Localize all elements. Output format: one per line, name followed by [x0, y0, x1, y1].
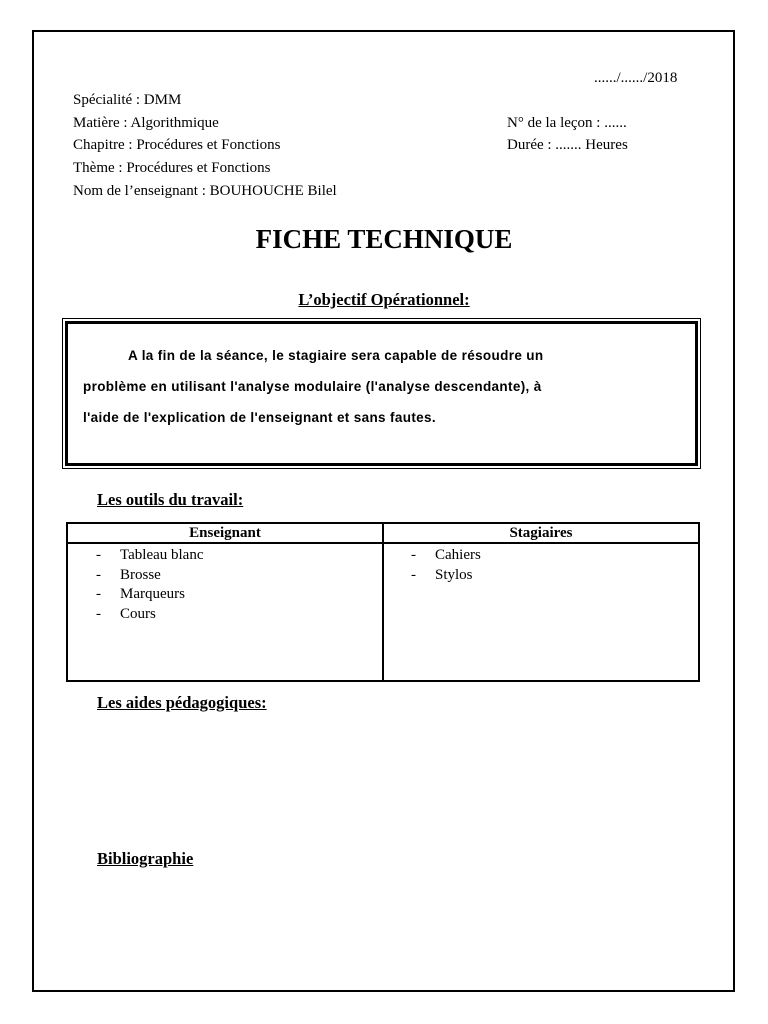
- table-row: [67, 543, 699, 681]
- theme-line: Thème : Procédures et Fonctions: [73, 160, 271, 176]
- list-item-label: Marqueurs: [120, 586, 185, 603]
- duree-line: Durée : ....... Heures: [507, 137, 628, 153]
- aides-heading: Les aides pédagogiques:: [97, 693, 267, 712]
- date-field: ....../....../2018: [594, 70, 678, 86]
- document-title: FICHE TECHNIQUE: [255, 224, 513, 254]
- list-item-label: Cahiers: [435, 547, 481, 563]
- matiere-line: Matière : Algorithmique: [73, 115, 219, 131]
- objectif-text: [83, 340, 683, 433]
- table-header-row: [67, 523, 699, 543]
- column-header-enseignant: Enseignant: [67, 523, 383, 543]
- enseignant-name-line: Nom de l’enseignant : BOUHOUCHE Bilel: [73, 183, 337, 199]
- list-item-label: Cours: [120, 606, 156, 623]
- outils-table: [66, 522, 700, 682]
- bullet-dash: -: [96, 606, 101, 623]
- aides-heading-wrap: [97, 693, 267, 713]
- list-item: [68, 546, 382, 566]
- bullet-dash: -: [96, 566, 101, 583]
- enseignant-cell: [67, 543, 383, 681]
- list-item: [384, 566, 698, 586]
- list-item: [384, 546, 698, 566]
- bullet-dash: -: [96, 586, 101, 603]
- objectif-line: l'aide de l'explication de l'enseignant et sans fautes.: [83, 410, 436, 425]
- objectif-line: problème en utilisant l'analyse modulaire (l'analyse descendante), à: [83, 379, 542, 394]
- bullet-dash: -: [411, 566, 416, 583]
- bullet-dash: -: [96, 547, 101, 563]
- list-item-label: Stylos: [435, 566, 473, 583]
- list-item: [68, 566, 382, 586]
- bibliographie-heading-wrap: [97, 849, 193, 869]
- column-header-stagiaires: Stagiaires: [383, 523, 699, 543]
- bibliographie-heading: Bibliographie: [97, 849, 194, 868]
- stagiaires-cell: [383, 543, 699, 681]
- list-item: [68, 585, 382, 605]
- outils-heading: Les outils du travail:: [97, 490, 244, 509]
- objectif-line: A la fin de la séance, le stagiaire sera capable de résoudre un: [128, 348, 544, 363]
- chapitre-line: Chapitre : Procédures et Fonctions: [73, 137, 281, 153]
- specialite-line: Spécialité : DMM: [73, 92, 182, 108]
- lecon-number-line: N° de la leçon : ......: [507, 115, 627, 131]
- list-item-label: Tableau blanc: [120, 547, 204, 563]
- objectif-heading-wrap: [0, 290, 768, 310]
- outils-heading-wrap: [97, 490, 243, 510]
- list-item: [68, 605, 382, 625]
- list-item-label: Brosse: [120, 566, 161, 583]
- bullet-dash: -: [411, 547, 416, 563]
- objectif-heading: L’objectif Opérationnel:: [298, 290, 470, 309]
